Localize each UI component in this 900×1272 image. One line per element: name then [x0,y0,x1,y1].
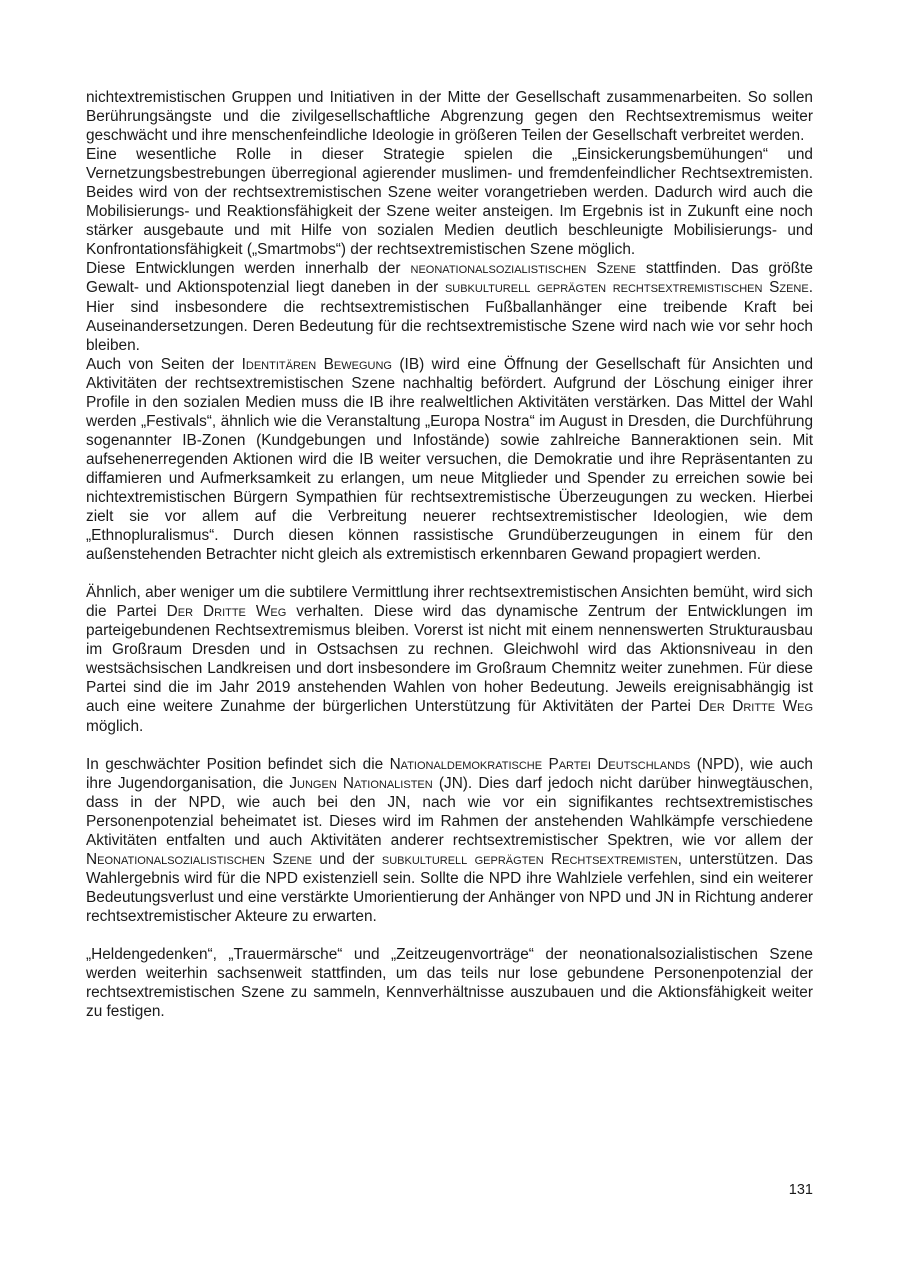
text-run: und der [311,850,382,868]
text-run: nichtextremistischen Gruppen und Initiativen in der Mitte der Gesellschaft zusammenarbeiten. So sollen Berührungsängste und die zivilgesellschaftliche Abgrenzung gegen den Rechtsextremismus weiter geschwächt und ihre menschenfeindliche Ideologie in größeren Teilen der Gesellschaft verbreitet werden. [86,89,813,145]
org-name: subkulturell geprägten Rechtsextremisten [381,850,678,868]
text-run: Ähnlich, aber weniger um die subtilere Vermittlung ihrer rechtsextremistischen Ansichten bemüht, wird sich die Partei [86,584,813,621]
paragraph-7 [86,945,813,1021]
org-name: neonationalsozialistischen Szene [410,260,636,278]
text-run: In geschwächter Position befindet sich die [86,755,390,773]
text-run: „Heldengedenken“, „Trauermärsche“ und „Zeitzeugenvorträge“ der neonationalsozialistischen Szene werden weiterhin sachsenweit stattfinden, um das teils nur lose gebundene Personenpotenzial der rechtsextremistischen Szene zu sammeln, Kennverhältnisse auszubauen und die Aktionsfähigkeit weiter zu festigen. [86,945,813,1021]
paragraph-2 [86,145,813,259]
text-run: (IB) wird eine Öffnung der Gesellschaft für Ansichten und Aktivitäten der rechtsextremistischen Szene nachhaltig befördert. Aufgrund der Löschung einiger ihrer Profile in den sozialen Medien muss die IB ihre realweltlichen Aktivitäten verstärken. Das Mittel der Wahl werden „Festivals“, ähnlich wie die Veranstaltung „Europa Nostra“ im August in Dresden, die Durchführung sogenannter IB-Zonen (Kundgebungen und Infostände) sowie zahlreiche Banneraktionen sein. Mit aufsehenerregenden Aktionen wird die IB weiter versuchen, die Demokratie und ihre Repräsentanten zu diffamieren und Aufmerksamkeit zu erlangen, um neue Mitglieder und Spender zu erreichen sowie bei nichtextremistischen Bürgern Sympathien für rechtsextremistische Überzeugungen zu wecken. Hierbei zielt sie vor allem auf die Verbreitung neuerer rechtsextremistischer Ideologien, wie dem „Ethnopluralismus“. Durch diesen können rassistische Grundüberzeugungen in einem für den außenstehenden Betrachter nicht gleich als extremistisch erkennbaren Gewand propagiert werden. [86,355,814,564]
text-run: Auch von Seiten der [86,355,242,373]
paragraph-4 [86,355,813,565]
paragraph-6 [86,755,813,926]
org-name: subkulturell geprägten rechtsextremistischen Szene [444,279,809,297]
text-run: verhalten. Diese wird das dynamische Zentrum der Entwicklungen im parteigebundenen Rechtsextremismus bleiben. Vorerst ist nicht mit einem nennenswerten Strukturausbau im Großraum Dresden und in Ostsachsen zu rechnen. Gleichwohl wird das Aktionsniveau in den westsächsischen Landkreisen und dort insbesondere im Großraum Chemnitz weiter zunehmen. Für diese Partei sind die im Jahr 2019 anstehenden Wahlen von hoher Bedeutung. Jeweils ereignisabhängig ist auch eine weitere Zunahme der bürgerlichen Unterstützung für Aktivitäten der Partei [86,603,813,716]
text-run: Eine wesentliche Rolle in dieser Strategie spielen die „Einsickerungsbemühungen“ und Vernetzungsbestrebungen überregional agierender muslimen- und fremdenfeindlicher Rechtsextremisten. Beides wird von der rechtsextremistischen Szene weiter vorangetrieben werden. Dadurch wird auch die Mobilisierungs- und Reaktionsfähigkeit der Szene weiter ansteigen. Im Ergebnis ist in Zukunft eine noch stärker ausgebaute und mit Hilfe von sozialen Medien deutlich beschleunigte Mobilisierungs- und Konfrontationsfähigkeit („Smartmobs“) der rechtsextremistischen Szene möglich. [86,146,813,259]
org-name: Neonationalsozialistischen Szene [86,850,312,868]
text-run: , unterstützen. Das Wahlergebnis wird für die NPD existenziell sein. Sollte die NPD ihre Wahlziele verfehlen, sind ein weiterer Bedeutungsverlust und eine verstärkte Umorientierung der Anhänger von NPD und JN in Richtung anderer rechtsextremistischer Akteure zu erwarten. [86,850,813,925]
paragraph-1 [86,88,813,145]
org-name: Der Dritte Weg [698,698,813,716]
text-run: (JN). Dies darf jedoch nicht darüber hinwegtäuschen, dass in der NPD, wie auch bei den JN, nach wie vor ein signifikantes rechtsextremistisches Personenpotenzial beheimatet ist. Dieses wird im Rahmen der anstehenden Wahlkämpfe verschiedene Aktivitäten entfalten und auch Aktivitäten anderer rechtsextremistischer Spektren, wie vor allem der [86,774,813,849]
text-run: Diese Entwicklungen werden innerhalb der [86,260,411,278]
paragraph-5 [86,583,813,735]
org-name: Nationaldemokratische Partei Deutschlands [389,755,691,773]
page-number: 131 [788,1182,813,1198]
body-text [86,88,813,1021]
org-name: Jungen Nationalisten [289,774,433,792]
document-page [86,0,813,1272]
text-run: (NPD), wie auch ihre Jugendorganisation, die [86,755,813,792]
text-run: . Hier sind insbesondere die rechtsextremistischen Fußballanhänger eine treibende Kraft bei Auseinandersetzungen. Deren Bedeutung für die rechtsextremistische Szene wird nach wie vor sehr hoch bleiben. [86,279,813,354]
text-run: möglich. [86,717,144,735]
text-run: stattfinden. Das größte Gewalt- und Aktionspotenzial liegt daneben in der [86,260,813,297]
paragraph-3 [86,259,813,354]
org-name: Der Dritte Weg [166,603,287,621]
org-name: Identitären Bewegung [241,355,392,373]
